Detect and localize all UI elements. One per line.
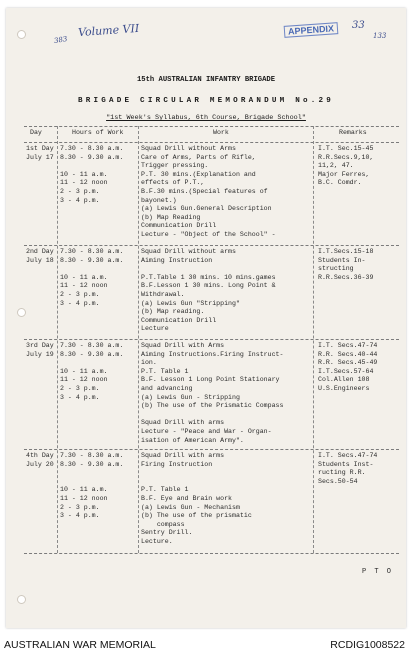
hours-cell: 7.30 - 8.30 a.m. 8.30 - 9.30 a.m. 10 - 11 a.m. 11 - 12 noon 2 - 3 p.m. 3 - 4 p.m.	[60, 342, 124, 401]
document-title: BRIGADE CIRCULAR MEMORANDUM No.29	[78, 97, 334, 105]
table-rule	[24, 339, 399, 340]
column-divider	[313, 126, 314, 553]
table-rule	[24, 553, 399, 554]
punch-hole	[17, 30, 26, 39]
header-work: Work	[213, 129, 229, 136]
day-cell: 4th Day July 20	[26, 452, 54, 468]
appendix-stamp: APPENDIX	[284, 22, 339, 38]
hours-cell: 7.30 - 8.30 a.m. 8.30 - 9.30 a.m. 10 - 11 a.m. 11 - 12 noon 2 - 3 p.m. 3 - 4 p.m.	[60, 452, 124, 520]
archive-institution: AUSTRALIAN WAR MEMORIAL	[4, 639, 156, 651]
hours-cell: 7.30 - 8.30 a.m. 8.30 - 9.30 a.m. 10 - 11 a.m. 11 - 12 noon 2 - 3 p.m. 3 - 4 p.m.	[60, 145, 124, 204]
day-cell: 3rd Day July 19	[26, 342, 54, 358]
document-subtitle: "1st Week's Syllabus, 6th Course, Brigade School"	[106, 114, 306, 122]
remarks-cell: I.T. Secs.47-74 R.R. Secs.40-44 R.R. Secs.45-49 I.T.Secs.57-64 Col.Allen 108 U.S.Engineers	[318, 342, 378, 392]
work-cell: Squad Drill with arms Firing Instruction P.T. Table 1 B.F. Eye and Brain work (a) Lewis Gun - Mechanism (b) The use of the prismatic compass Sentry Drill. Lecture.	[141, 452, 252, 545]
pto-mark: P T O	[362, 568, 394, 576]
day-cell: 1st Day July 17	[26, 145, 54, 161]
column-divider	[57, 126, 58, 553]
unit-heading: 15th AUSTRALIAN INFANTRY BRIGADE	[136, 76, 276, 84]
header-remarks: Remarks	[339, 129, 367, 136]
remarks-cell: I.T. Secs.47-74 Students Inst- ructing R.R. Secs.50-54	[318, 452, 378, 485]
document-page	[6, 8, 406, 628]
volume-annotation: Volume VII	[77, 21, 140, 40]
remarks-cell: I.T.Secs.15-18 Students In- structing R.R.Secs.36-39	[318, 248, 374, 281]
header-hours: Hours of Work	[72, 129, 124, 136]
punch-hole	[17, 595, 26, 604]
work-cell: Squad Drill without Arms Care of Arms, Parts of Rifle, Trigger pressing. P.T. 30 mins.(Explanation and effects of P.T., B.F.30 mins.(Special features of bayonet.) (a) Lewis Gun.General Description (b) Map Reading Communication Drill Lecture - "Object of the School" -	[141, 145, 276, 238]
table-rule	[24, 449, 399, 450]
archive-record-id: RCDIG1008522	[330, 639, 405, 651]
work-cell: Squad Drill with Arms Aiming Instructions.Firing Instruct- ion. P.T. Table 1 B.F. Lesson 1 Long Point Stationary and advancing (a) Lewis Gun - Stripping (b) The use of the Prismatic Compass Squad Drill with arms Lecture - "Peace and War - Organ- isation of American Army".	[141, 342, 284, 444]
work-cell: Squad Drill without arms Aiming Instruction P.T.Table 1 30 mins. 10 mins.games B.F.Lesson 1 30 mins. Long Point & Withdrawal. (a) Lewis Gun "Stripping" (b) Map reading. Communication Drill Lecture	[141, 248, 276, 333]
punch-hole	[17, 308, 26, 317]
table-rule	[24, 245, 399, 246]
column-divider	[138, 126, 139, 553]
corner-annotation: 383	[53, 34, 68, 46]
day-cell: 2nd Day July 18	[26, 248, 54, 264]
appendix-number: 33	[352, 20, 365, 31]
remarks-cell: I.T. Sec.15-45 R.R.Secs.9,10, 11,2, 47. Major Ferres, B.C. Comdr.	[318, 145, 374, 187]
table-rule	[24, 142, 399, 143]
hours-cell: 7.30 - 8.30 a.m. 8.30 - 9.30 a.m. 10 - 11 a.m. 11 - 12 noon 2 - 3 p.m. 3 - 4 p.m.	[60, 248, 124, 307]
page-number-annotation: 133	[373, 32, 387, 40]
header-day: Day	[30, 129, 42, 136]
table-rule	[24, 126, 399, 127]
